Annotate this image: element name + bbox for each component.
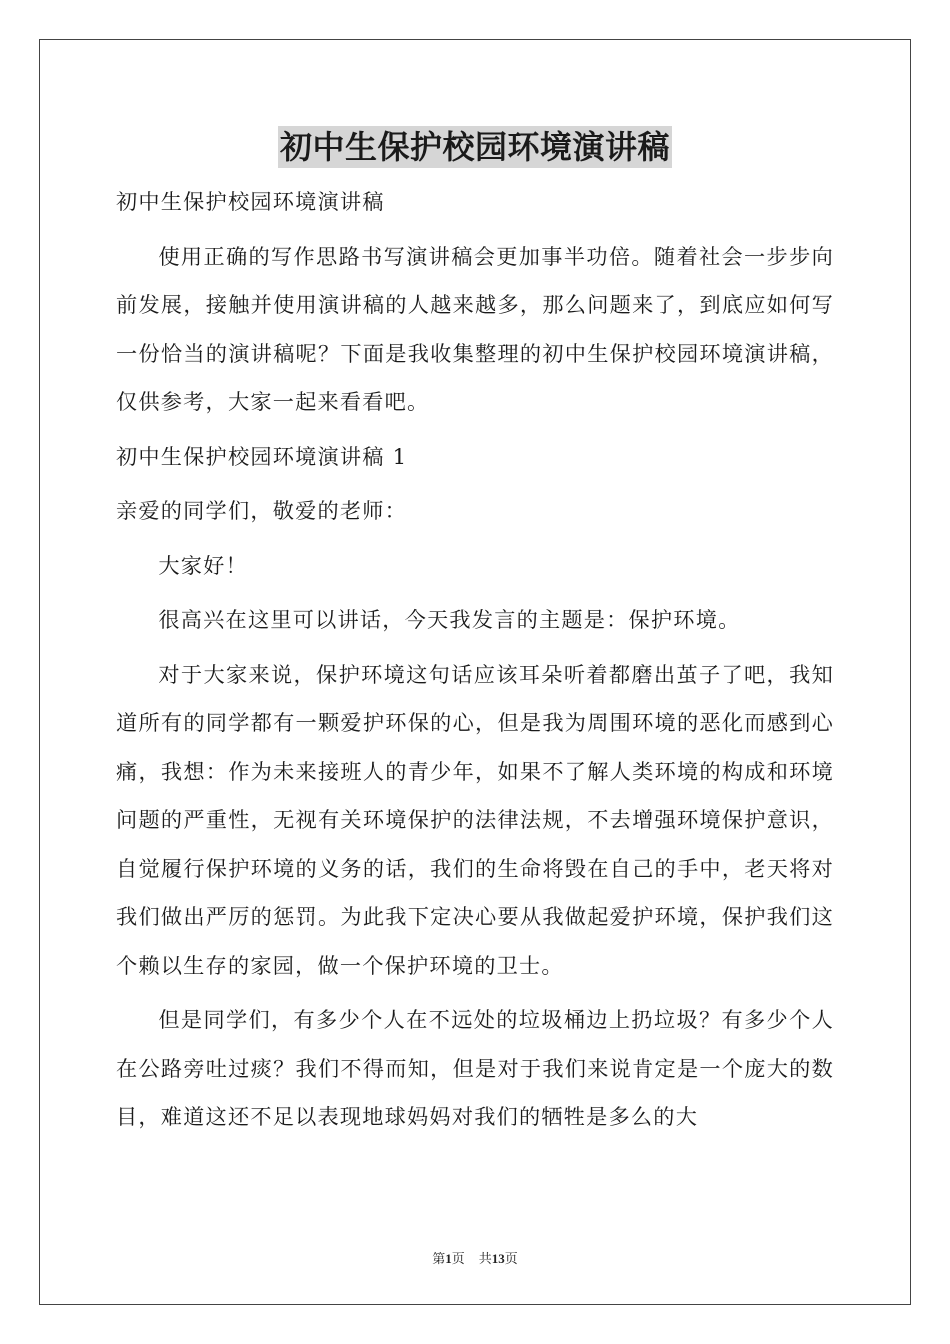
- salutation: 亲爱的同学们，敬爱的老师：: [116, 498, 408, 523]
- page-footer: [0, 1248, 950, 1267]
- total-suffix: 页: [504, 1251, 518, 1266]
- total-prefix: 共: [478, 1251, 492, 1266]
- body-paragraph: 使用正确的写作思路书写演讲稿会更加事半功倍。随着社会一步步向前发展，接触并使用演讲稿的人越来越多，那么问题来了，到底应如何写一份恰当的演讲稿呢？下面是我收集整理的初中生保护校园环境演讲稿，仅供参考，大家一起来看看吧。: [116, 243, 834, 414]
- body-paragraph: 对于大家来说，保护环境这句话应该耳朵听着都磨出茧子了吧，我知道所有的同学都有一颗爱护环保的心，但是我为周围环境的恶化而感到心痛，我想：作为未来接班人的青少年，如果不了解人类环境的构成和环境问题的严重性，无视有关环境保护的法律法规，不去增强环境保护意识，自觉履行保护环境的义务的话，我们的生命将毁在自己的手中，老天将对我们做出严厉的惩罚。为此我下定决心要从我做起爱护环境，保护我们这个赖以生存的家园，做一个保护环境的卫士。: [116, 661, 834, 978]
- page-total: 13: [491, 1251, 505, 1266]
- page-number: 1: [445, 1251, 452, 1266]
- section-heading: 初中生保护校园环境演讲稿 1: [116, 443, 408, 469]
- body-paragraph: 很高兴在这里可以讲话，今天我发言的主题是：保护环境。: [158, 607, 741, 632]
- document-body: [116, 178, 834, 1142]
- body-paragraph: 初中生保护校园环境演讲稿: [116, 189, 385, 214]
- greeting: 大家好！: [158, 552, 248, 578]
- page-prefix: 第: [432, 1251, 446, 1266]
- body-paragraph: 但是同学们，有多少个人在不远处的垃圾桶边上扔垃圾？有多少个人在公路旁吐过痰？我们不得而知，但是对于我们来说肯定是一个庞大的数目，难道这还不足以表现地球妈妈对我们的牺牲是多么的大: [116, 1007, 834, 1129]
- page-suffix: 页: [451, 1251, 465, 1266]
- document-title: 初中生保护校园环境演讲稿: [279, 128, 670, 166]
- title-container: [0, 126, 950, 168]
